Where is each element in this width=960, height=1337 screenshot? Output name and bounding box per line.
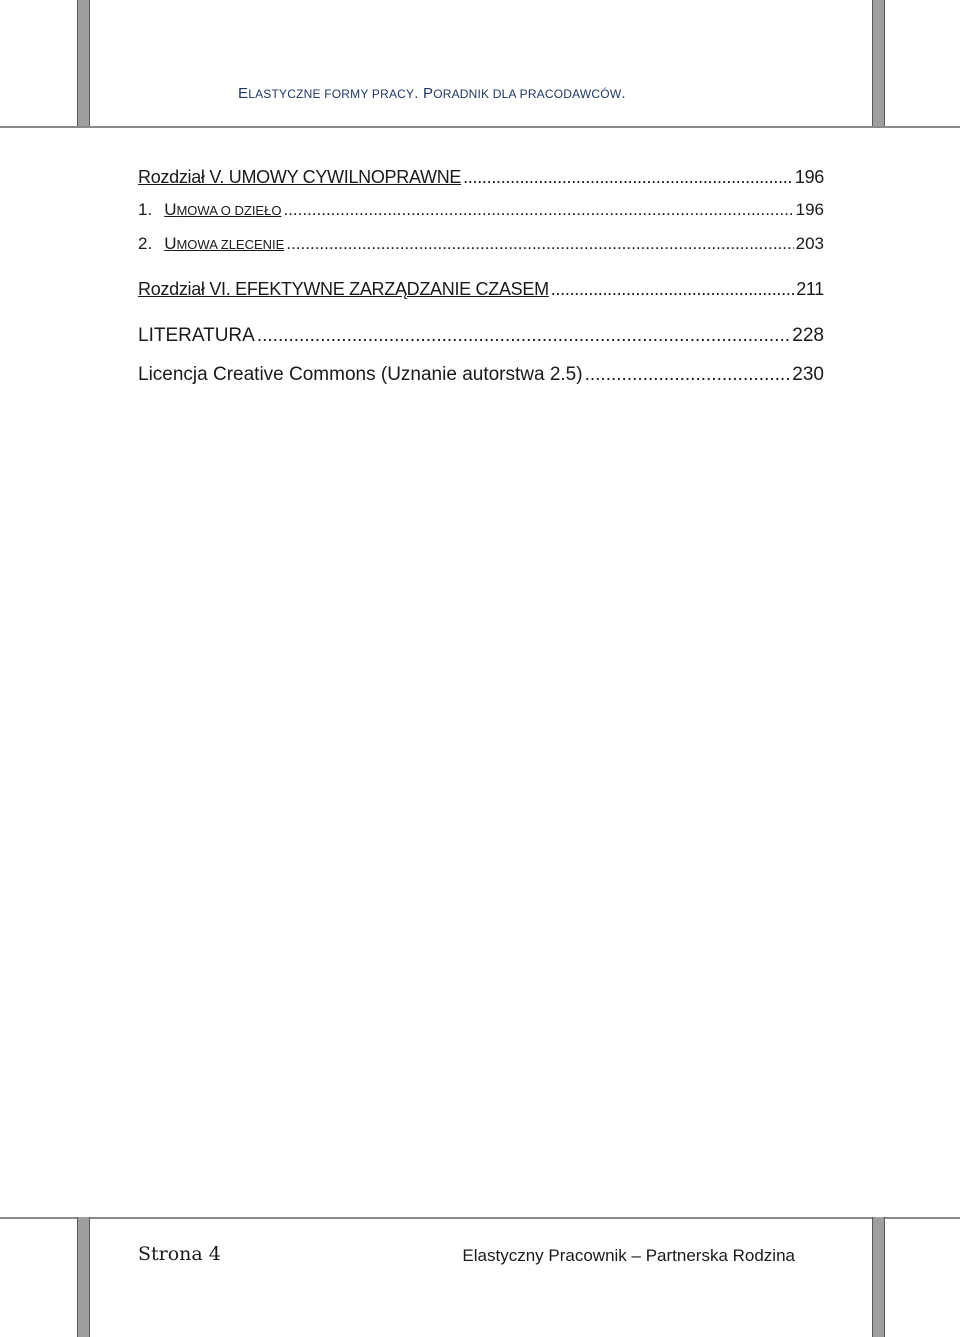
- header-part: LASTYCZNE FORMY PRACY: [248, 87, 415, 101]
- toc-entry-literatura[interactable]: [138, 325, 824, 347]
- toc-entry-number: 2.: [138, 234, 153, 253]
- toc-leader: [463, 167, 793, 188]
- toc-entry-page: 230: [792, 364, 824, 385]
- toc-leader: [283, 200, 793, 220]
- toc-entry-label: Licencja Creative Commons (Uznanie autorstwa 2.5): [138, 364, 583, 385]
- toc-entry-label: UMOWA ZLECENIE: [164, 234, 285, 253]
- toc-leader: [257, 325, 790, 347]
- toc-entry-page: 203: [795, 234, 824, 253]
- header-part: ORADNIK DLA PRACODAWCÓW: [433, 87, 622, 101]
- toc-entry-page: 196: [794, 167, 824, 187]
- toc-entry-page: 211: [796, 279, 824, 299]
- left-margin-bar-top: [77, 0, 90, 128]
- toc-entry-page: 196: [795, 200, 824, 219]
- toc-entry-label: LITERATURA: [138, 325, 255, 346]
- toc-leader: [286, 234, 793, 254]
- toc-entry-licencja[interactable]: [138, 364, 824, 386]
- footer-publication: Elastyczny Pracownik – Partnerska Rodzina: [462, 1246, 795, 1265]
- toc-entry-label: UMOWA O DZIEŁO: [164, 200, 282, 219]
- toc-leader: [585, 364, 791, 386]
- toc-entry-page: 228: [792, 325, 824, 346]
- running-header: [238, 85, 626, 102]
- header-part: . P: [414, 85, 434, 102]
- toc-entry-umowa-zlecenie[interactable]: [138, 234, 824, 254]
- footer-rule: [0, 1217, 960, 1219]
- toc-entry-chapter-vi[interactable]: [138, 279, 824, 300]
- toc-entry-label: Rozdział VI. EFEKTYWNE ZARZĄDZANIE CZASEM: [138, 279, 549, 299]
- toc-entry-umowa-o-dzielo[interactable]: [138, 200, 824, 220]
- right-margin-bar-bottom: [872, 1217, 885, 1337]
- toc-entry-number: 1.: [138, 200, 153, 219]
- right-margin-bar-top: [872, 0, 885, 128]
- toc-leader: [551, 279, 794, 300]
- toc-entry-label: Rozdział V. UMOWY CYWILNOPRAWNE: [138, 167, 462, 187]
- header-part: E: [238, 85, 249, 102]
- header-part: .: [621, 85, 626, 102]
- toc-entry-chapter-v[interactable]: [138, 167, 824, 188]
- header-rule: [0, 126, 960, 128]
- page-number: Strona 4: [138, 1243, 221, 1265]
- left-margin-bar-bottom: [77, 1217, 90, 1337]
